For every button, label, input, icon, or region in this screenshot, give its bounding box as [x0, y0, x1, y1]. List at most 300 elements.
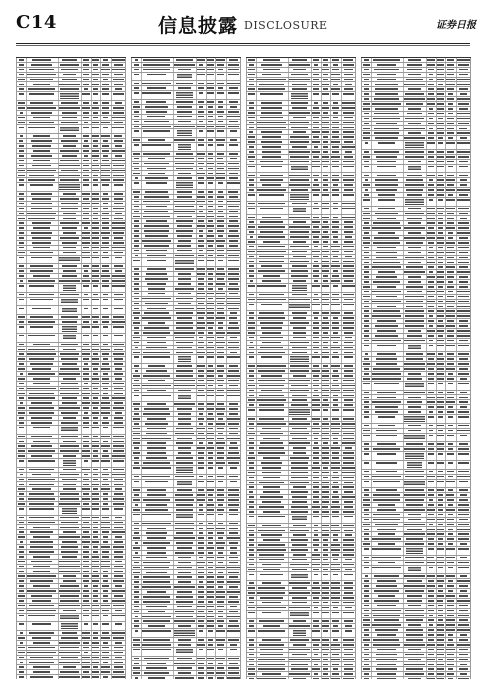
- table-cell: [30, 299, 53, 301]
- table-cell: [313, 539, 318, 541]
- table-cell: [147, 547, 165, 549]
- table-cell: [114, 571, 123, 573]
- table-cell: [60, 671, 79, 673]
- table-row: [16, 622, 126, 631]
- table-cell: [322, 452, 329, 454]
- table-cell: [19, 615, 25, 617]
- table-cell: [83, 160, 89, 162]
- table-cell: [198, 586, 204, 588]
- table-cell: [82, 402, 89, 404]
- table-cell: [229, 620, 237, 622]
- table-cell: [216, 408, 224, 410]
- table-cell: [228, 111, 239, 113]
- table-cell: [29, 632, 55, 634]
- table-cell: [323, 179, 328, 181]
- table-cell: [33, 150, 50, 152]
- table-cell: [227, 201, 240, 203]
- table-cell: [29, 285, 54, 287]
- table-cell: [83, 84, 88, 86]
- table-cell: [218, 327, 223, 329]
- table-cell: [101, 445, 110, 447]
- table-cell: [102, 455, 110, 457]
- table-cell: [249, 151, 253, 153]
- table-cell: [101, 671, 109, 673]
- table-cell: [82, 193, 90, 195]
- table-cell: [261, 141, 283, 143]
- table-cell: [314, 390, 319, 392]
- table-cell: [61, 436, 78, 438]
- table-cell: [146, 182, 168, 184]
- table-cell: [292, 84, 308, 86]
- table-cell: [332, 299, 338, 301]
- table-cell: [29, 122, 53, 124]
- table-cell: [143, 356, 171, 358]
- table-row: [246, 355, 356, 364]
- table-cell: [134, 308, 139, 310]
- table-cell: [199, 476, 204, 478]
- table-cell: [115, 561, 123, 563]
- table-cell: [345, 151, 353, 153]
- table-cell: [135, 347, 139, 349]
- table-cell: [114, 393, 122, 395]
- table-cell: [290, 365, 309, 367]
- table-cell: [249, 122, 253, 124]
- table-cell: [112, 280, 124, 282]
- table-cell: [175, 677, 195, 679]
- table-cell: [228, 206, 239, 208]
- table-cell: [249, 375, 255, 377]
- table-cell: [207, 260, 215, 262]
- table-cell: [248, 399, 255, 401]
- table-cell: [174, 139, 194, 141]
- table-cell: [19, 222, 24, 224]
- table-cell: [260, 347, 282, 349]
- table-row: [16, 306, 126, 315]
- table-cell: [92, 170, 99, 172]
- table-cell: [343, 457, 354, 459]
- table-cell: [312, 221, 320, 223]
- table-cell: [322, 385, 328, 387]
- table-cell: [92, 652, 99, 654]
- table-cell: [323, 280, 328, 282]
- table-cell: [230, 481, 238, 483]
- table-cell: [142, 644, 172, 646]
- table-cell: [197, 644, 205, 646]
- table-cell: [322, 161, 330, 163]
- table-cell: [208, 476, 213, 478]
- table-cell: [112, 455, 125, 457]
- table-cell: [19, 294, 23, 296]
- table-cell: [60, 160, 78, 162]
- table-cell: [332, 322, 338, 324]
- table-cell: [176, 509, 193, 511]
- table-cell: [323, 342, 328, 344]
- table-cell: [103, 575, 109, 577]
- table-cell: [146, 273, 168, 275]
- table-cell: [102, 160, 109, 162]
- table-cell: [227, 395, 240, 397]
- table-cell: [249, 84, 255, 86]
- table-cell: [93, 373, 97, 375]
- table-cell: [259, 418, 285, 420]
- table-cell: [134, 532, 139, 534]
- table-cell: [217, 380, 224, 382]
- table-cell: [142, 144, 171, 146]
- table-cell: [92, 662, 99, 664]
- table-cell: [312, 151, 320, 153]
- table-cell: [261, 64, 282, 66]
- table-cell: [263, 241, 281, 243]
- table-cell: [143, 462, 169, 464]
- table-cell: [229, 385, 239, 387]
- table-cell: [82, 393, 90, 395]
- table-cell: [33, 536, 50, 538]
- table-cell: [198, 101, 204, 103]
- table-cell: [331, 141, 339, 143]
- table-cell: [177, 658, 193, 660]
- table-cell: [333, 112, 339, 114]
- table-cell: [115, 88, 123, 90]
- table-cell: [207, 380, 214, 382]
- table-cell: [208, 196, 213, 198]
- table-cell: [208, 552, 214, 554]
- table-cell: [289, 64, 310, 66]
- table-cell: [112, 590, 125, 592]
- table-cell: [198, 288, 203, 290]
- table-cell: [18, 652, 24, 654]
- table-cell: [103, 600, 109, 602]
- table-cell: [177, 567, 193, 569]
- table-cell: [216, 342, 224, 344]
- table-cell: [208, 630, 212, 632]
- table-cell: [19, 321, 24, 323]
- table-cell: [19, 193, 25, 195]
- table-cell: [263, 438, 281, 440]
- table-cell: [312, 112, 320, 114]
- table-cell: [174, 211, 194, 213]
- table-cell: [19, 600, 25, 602]
- table-cell: [199, 235, 204, 237]
- table-cell: [31, 193, 52, 195]
- table-cell: [228, 255, 240, 257]
- table-cell: [143, 201, 171, 203]
- table-cell: [229, 586, 237, 588]
- table-cell: [322, 395, 328, 397]
- table-cell: [207, 322, 214, 324]
- table-cell: [177, 111, 191, 113]
- table-cell: [293, 332, 307, 334]
- table-cell: [114, 140, 123, 142]
- table-cell: [229, 101, 238, 103]
- table-cell: [134, 562, 140, 564]
- table-cell: [101, 527, 109, 529]
- table-cell: [322, 491, 329, 493]
- table-cell: [313, 275, 318, 277]
- table-cell: [135, 616, 139, 618]
- table-cell: [18, 455, 25, 457]
- table-cell: [92, 503, 100, 505]
- table-cell: [31, 155, 51, 157]
- table-cell: [344, 189, 354, 191]
- table-cell: [313, 511, 319, 513]
- table-cell: [199, 528, 204, 530]
- table-cell: [83, 69, 88, 71]
- table-cell: [217, 547, 224, 549]
- table-cell: [332, 496, 338, 498]
- table-cell: [19, 184, 24, 186]
- table-cell: [83, 441, 90, 443]
- table-cell: [230, 158, 237, 160]
- table-cell: [198, 625, 204, 627]
- table-cell: [207, 481, 214, 483]
- table-cell: [217, 245, 225, 247]
- table-cell: [33, 441, 50, 443]
- table-cell: [197, 308, 205, 310]
- table-cell: [92, 316, 99, 318]
- table-cell: [134, 481, 138, 483]
- table-cell: [261, 112, 283, 114]
- table-cell: [217, 278, 224, 280]
- table-cell: [291, 385, 309, 387]
- table-cell: [19, 585, 25, 587]
- table-cell: [333, 64, 339, 66]
- table-cell: [27, 610, 57, 612]
- table-cell: [293, 317, 307, 319]
- table-cell: [344, 88, 353, 90]
- table-cell: [322, 337, 329, 339]
- table-cell: [313, 385, 318, 387]
- table-cell: [227, 537, 239, 539]
- table-cell: [115, 412, 123, 414]
- table-cell: [19, 93, 24, 95]
- table-cell: [292, 395, 306, 397]
- table-cell: [177, 106, 193, 108]
- table-cell: [113, 112, 124, 114]
- table-cell: [83, 600, 89, 602]
- table-cell: [19, 84, 24, 86]
- table-cell: [143, 413, 171, 415]
- table-cell: [198, 356, 204, 358]
- table-cell: [291, 270, 307, 272]
- table-cell: [133, 216, 139, 218]
- table-cell: [314, 64, 319, 66]
- table-cell: [30, 79, 53, 81]
- table-row: [16, 426, 126, 435]
- table-cell: [83, 218, 89, 220]
- table-cell: [93, 213, 98, 215]
- masthead: [16, 12, 476, 44]
- table-cell: [229, 663, 239, 665]
- table-cell: [228, 260, 239, 262]
- table-cell: [60, 353, 79, 355]
- table-cell: [18, 117, 25, 119]
- table-cell: [323, 554, 327, 556]
- table-cell: [217, 163, 223, 165]
- table-cell: [27, 652, 56, 654]
- table-cell: [249, 452, 253, 454]
- table-cell: [208, 572, 212, 574]
- table-cell: [313, 312, 320, 314]
- table-cell: [19, 484, 24, 486]
- table-cell: [208, 173, 214, 175]
- table-cell: [344, 221, 353, 223]
- table-cell: [230, 606, 238, 608]
- table-cell: [92, 198, 100, 200]
- table-cell: [134, 201, 139, 203]
- table-cell: [60, 527, 80, 529]
- table-cell: [31, 203, 52, 205]
- table-cell: [342, 385, 355, 387]
- table-cell: [197, 438, 205, 440]
- table-cell: [33, 556, 50, 558]
- table-cell: [229, 509, 238, 511]
- table-cell: [114, 358, 124, 360]
- table-cell: [249, 127, 254, 129]
- table-cell: [345, 559, 352, 561]
- table-cell: [216, 126, 225, 128]
- table-cell: [112, 275, 124, 277]
- table-cell: [259, 409, 284, 411]
- table-cell: [331, 462, 340, 464]
- table-cell: [134, 92, 140, 94]
- table-cell: [83, 531, 89, 533]
- table-cell: [115, 257, 122, 259]
- table-cell: [228, 499, 240, 501]
- table-cell: [261, 166, 283, 168]
- table-cell: [114, 662, 124, 664]
- table-cell: [344, 241, 353, 243]
- table-cell: [216, 395, 224, 397]
- table-row: [246, 284, 356, 293]
- table-cell: [312, 404, 319, 406]
- table-cell: [178, 572, 192, 574]
- table-cell: [176, 322, 193, 324]
- table-cell: [344, 156, 354, 158]
- table-cell: [291, 127, 309, 129]
- table-cell: [174, 403, 195, 405]
- table-cell: [292, 88, 307, 90]
- table-cell: [208, 121, 213, 123]
- table-cell: [176, 532, 192, 534]
- table-cell: [32, 308, 50, 310]
- table-cell: [198, 433, 203, 435]
- table-cell: [332, 107, 340, 109]
- table-cell: [93, 600, 97, 602]
- table-row: [246, 515, 356, 524]
- table-cell: [83, 373, 90, 375]
- table-cell: [257, 79, 286, 81]
- table-cell: [333, 84, 338, 86]
- table-cell: [323, 184, 328, 186]
- table-cell: [113, 407, 125, 409]
- table-cell: [178, 395, 190, 401]
- table-cell: [323, 332, 328, 334]
- table-cell: [332, 294, 338, 296]
- table-cell: [83, 503, 90, 505]
- table-cell: [103, 503, 109, 505]
- table-cell: [32, 600, 50, 602]
- table-cell: [262, 342, 280, 344]
- table-cell: [208, 288, 213, 290]
- table-cell: [101, 407, 109, 409]
- table-cell: [102, 321, 109, 323]
- table-cell: [33, 427, 51, 429]
- table-cell: [217, 268, 224, 270]
- table-cell: [93, 536, 98, 538]
- table-cell: [28, 321, 55, 323]
- table-cell: [291, 189, 309, 191]
- table-cell: [134, 268, 138, 270]
- table-cell: [249, 467, 254, 469]
- table-cell: [198, 332, 204, 334]
- table-cell: [32, 237, 50, 239]
- table-cell: [134, 196, 139, 198]
- table-cell: [115, 488, 123, 490]
- table-cell: [114, 522, 123, 524]
- table-cell: [28, 373, 55, 375]
- table-cell: [19, 671, 23, 673]
- table-cell: [178, 283, 190, 285]
- table-cell: [134, 658, 139, 660]
- table-cell: [135, 59, 139, 61]
- table-cell: [133, 438, 140, 440]
- table-cell: [218, 322, 223, 324]
- table-cell: [229, 528, 238, 530]
- table-cell: [343, 549, 355, 551]
- table-cell: [314, 280, 319, 282]
- table-cell: [83, 299, 89, 301]
- table-cell: [113, 441, 125, 443]
- table-cell: [176, 601, 193, 603]
- table-cell: [289, 442, 310, 444]
- table-cell: [229, 447, 238, 449]
- table-cell: [112, 69, 125, 71]
- table-cell: [143, 581, 170, 583]
- table-cell: [83, 445, 89, 447]
- table-cell: [292, 107, 307, 109]
- table-cell: [177, 191, 191, 193]
- table-cell: [249, 501, 253, 503]
- table-cell: [19, 247, 24, 249]
- table-cell: [92, 122, 99, 124]
- table-cell: [135, 370, 139, 372]
- table-cell: [101, 436, 110, 438]
- table-cell: [113, 445, 124, 447]
- table-cell: [248, 194, 255, 196]
- table-cell: [175, 255, 193, 257]
- table-cell: [92, 135, 99, 137]
- table-cell: [249, 270, 255, 272]
- table-cell: [322, 356, 329, 358]
- table-cell: [142, 240, 172, 242]
- table-cell: [218, 69, 223, 71]
- table-cell: [18, 368, 25, 370]
- table-cell: [198, 611, 205, 613]
- table-cell: [103, 127, 109, 129]
- table-cell: [258, 317, 285, 319]
- table-cell: [229, 403, 238, 405]
- table-cell: [258, 246, 286, 248]
- table-cell: [314, 146, 318, 148]
- table-cell: [146, 111, 167, 113]
- table-cell: [103, 208, 108, 210]
- table-cell: [93, 623, 99, 625]
- table-cell: [19, 493, 23, 495]
- table-cell: [332, 166, 339, 168]
- table-cell: [63, 580, 77, 582]
- table-cell: [261, 107, 281, 109]
- table-cell: [148, 288, 165, 290]
